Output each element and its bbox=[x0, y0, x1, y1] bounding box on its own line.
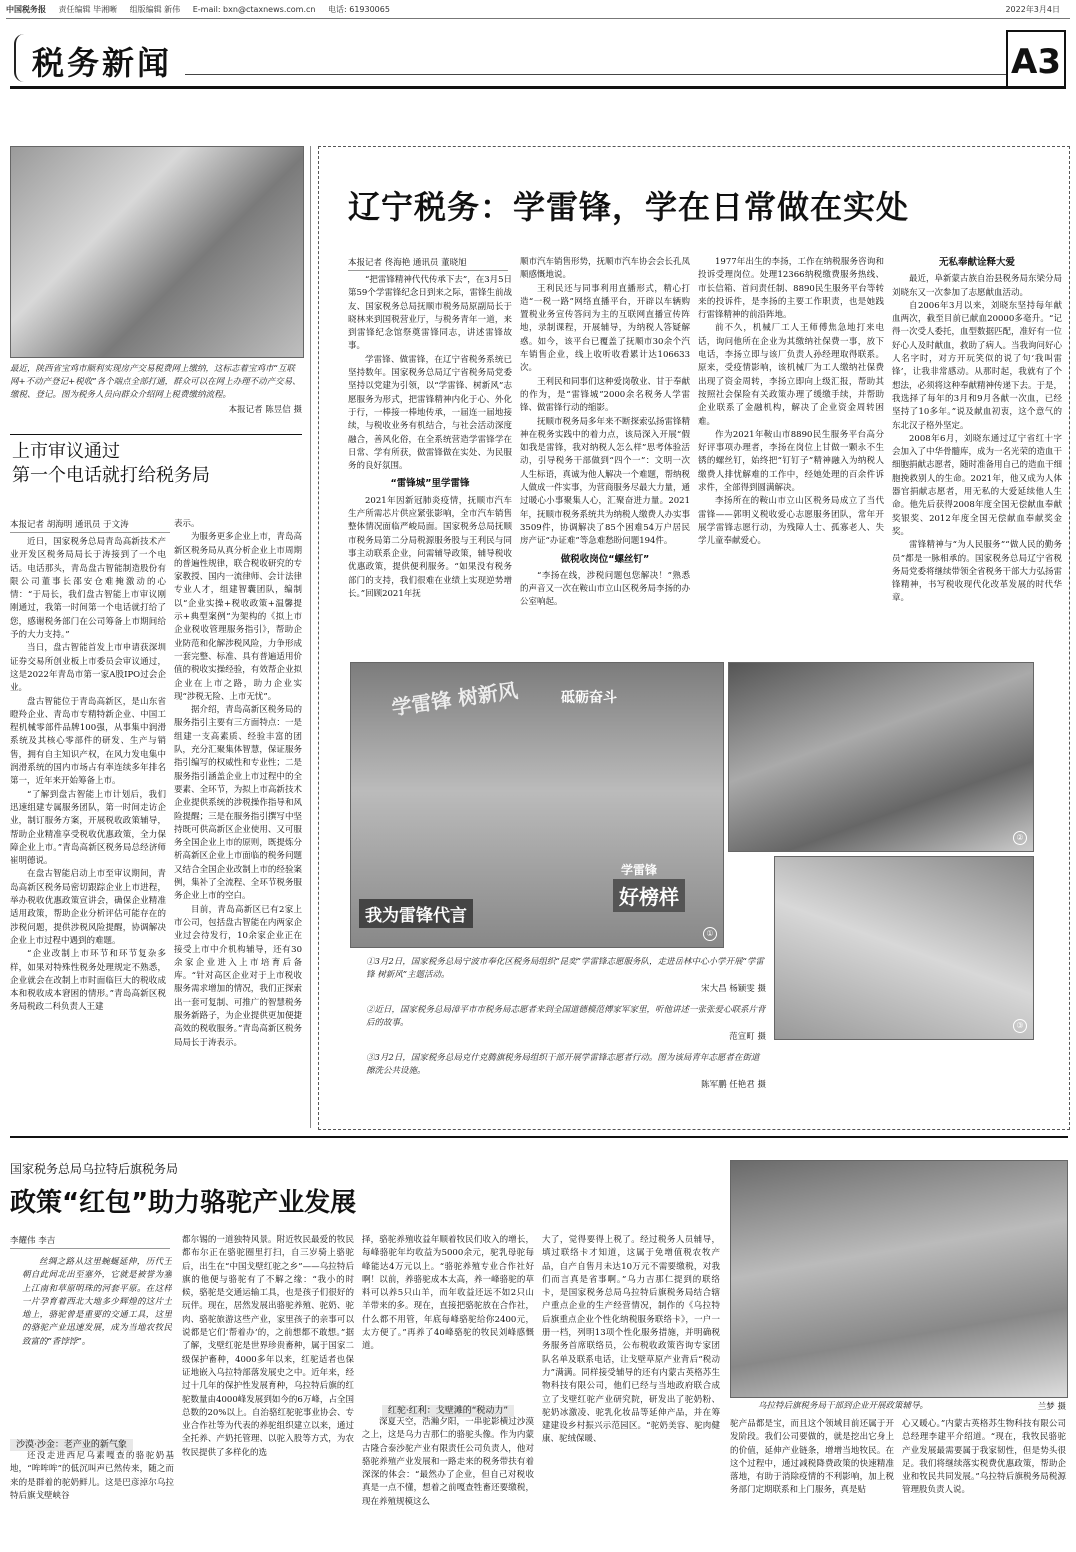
paragraph: 当日，盘古智能首发上市申请获深圳证券交易所创业板上市委员会审议通过，这是2022年青岛市第一家A股IPO过会企业。 bbox=[10, 643, 166, 694]
bottom-intro bbox=[22, 1256, 172, 1436]
photo-number-2: ② bbox=[1013, 831, 1027, 845]
paragraph: 为服务更多企业上市，青岛高新区税务局从真分析企业上市周期的普遍性规律，联合税收研究的专家教授、国内一流律师、会计法律专业人才，组建智囊团队，编制以“企业实操+税收政策+温馨提示+典型案例”为架构的《拟上市企业税收管理服务指引》，帮助企业防范和化解涉税风险，力争形成一套完整、标准、具有普遍适用价值的税收实操经验，有效帮企业拟企业在上市之路，助力企业实现“涉税无险、上市无忧”。 bbox=[174, 532, 302, 702]
section-title: 税务新闻 bbox=[32, 44, 173, 82]
banner-text-a: 学雷锋 树新风 bbox=[390, 678, 520, 720]
side-headline-line1: 上市审议通过 bbox=[12, 441, 120, 462]
paragraph: 抚顺市税务局多年来不断探索弘扬雷锋精神在税务实践中的着力点，该局深入开展“假如我是雷锋，我对纳税人怎么样”思考体验活动，引导税务干部做到“四个一”：文明一次人生标语，真诚为他人解决一个难题，帮纳税人做成一件实事，为营商服务尽最大力量，通过暖心小事聚集人心，汇聚奋进力量。2021年，抚顺市税务系统共为纳税人缴费人办实事3509件，协调解决了85个困难54万户居民房产证“办证难”等急难愁盼问题194件。 bbox=[520, 416, 690, 547]
photo-number-3: ③ bbox=[1013, 1019, 1027, 1033]
paragraph: 1977年出生的李扬，工作在纳税服务咨询和投诉受理岗位。处理12366纳税缴费服务热线、市长信箱、首问责任制、8890民生服务平台等转来的投诉件，是李扬的主要工作职责，也是她践行雷锋精神的前沿阵地。 bbox=[698, 257, 884, 321]
paragraph: 近日，国家税务总局青岛高新技术产业开发区税务局局长于涛接到了一个电话。电话那头，青岛盘古智能制造股份有限公司董事长邵安仓难掩激动的心情：“于局长，我们盘古智能上市审议刚刚通过，我第一时间第一个电话就打给了您，感谢税务部门在公司筹备上市期间给予的大力支持。” bbox=[10, 537, 166, 641]
bottom-col2 bbox=[182, 1234, 354, 1546]
sign-learn: 学雷锋 bbox=[621, 863, 658, 877]
paragraph: 前不久，机械厂工人王师傅焦急地打来电话，询问他所在企业为其缴纳社保费一事，放下电话，李扬立即与该厂负责人孙经理取得联系。原来，受疫情影响，该机械厂为工人缴纳社保费出现了资金周转，李扬立即向上级汇报，帮助其按照社会保险有关政策办理了缓缴手续，并帮助企业联系了金融机构，解决了企业资金周转困难。 bbox=[698, 323, 884, 427]
bottom-photo-credit: 兰梦 摄 bbox=[1037, 1402, 1066, 1412]
photo-credit: 陈军鹏 任艳君 摄 bbox=[701, 1080, 766, 1090]
paragraph: 大了，觉得要得上税了。经过税务人员辅导，填过联络卡才知道，这属于免增值税农牧产品，自产自售月未达10万元不需要缴税，对我们而言真是省事啊。”乌力吉那仁提到的联络卡，是国家税务总局乌拉特后旗税务局结合辖户重点企业的生产经营情况，制作的《乌拉特后旗重点企业个性化纳税服务联络卡》，一户一册一档，列明13项个性化服务措施，并明确税务服务首席联络员，公布税收政策咨询专家团队名单及联系电话，让戈壁草原产业背后“税动力”满满。同样接受辅导的还有内蒙古英格苏生物科技有限公司，他们已经与当地政府联合成立了戈壁红驼产业研究院，研发出了驼奶粉、驼奶冰激凌、驼乳化妆品等延伸产品，并在筹建建设乡村振兴示范园区。“驼奶美容、驼肉健康、驼绒保暖、 bbox=[542, 1235, 720, 1445]
paragraph: 2008年6月，刘晓东通过辽宁省红十字会加入了中华骨髓库，成为一名光荣的造血干细胞捐献志愿者，随时准备用自己的造血干细胞挽救别人的生命。2021年，他又成为人体器官捐献志愿者，用无私的大爱延续他人生命。他先后获得2008年度全国无偿献血奉献奖银奖、2012年度全国无偿献血奉献奖金奖。 bbox=[892, 433, 1062, 537]
street-cleaning-photo bbox=[774, 856, 1034, 1040]
paper-name: 中国税务报 bbox=[6, 5, 46, 14]
bottom-col3-tail bbox=[362, 1416, 534, 1546]
side-headline-line2: 第一个电话就打给税务局 bbox=[12, 465, 210, 486]
camel-farm-photo bbox=[730, 1160, 1068, 1398]
paragraph: 深夏天空，浩瀚夕阳，一串驼影横过沙漠之上，这是乌力吉那仁的骆驼头像。作为内蒙古隆合泰沙驼产业有限责任公司负责人，他对骆驼养殖产业发展和一路走来的税务带扶有着深深的体会：“最然办了企业，但自己对税收真是一点不懂，想着之前嘎查牲畜还要缴税，现在养殖规模这么 bbox=[362, 1417, 534, 1507]
subheading-screw: 做税收岗位“螺丝钉” bbox=[560, 553, 650, 565]
page-number: A3 bbox=[1006, 30, 1066, 88]
paragraph: 择，骆驼养殖收益年顺着牧民们收入的增长，每峰骆驼年均收益为5000余元，驼乳母驼每峰能达4万元以上。“骆驼养殖专业合作社好啊！以前，养骆驼成本太高，养一峰骆驼的草料可以养5只山羊，而年收益还远不如2只山羊带来的多。现在，直接把骆驼放在合作社，什么都不用管，年底每峰骆驼给你2400元，太方便了。”再养了40峰骆驼的牧民刘峰感慨道。 bbox=[362, 1235, 534, 1352]
photo1-credit: 本报记者 陈昱信 摄 bbox=[228, 405, 302, 415]
paragraph: 表示。 bbox=[174, 519, 200, 529]
masthead-rule bbox=[185, 74, 1006, 75]
bottom-sub2-box bbox=[362, 1398, 534, 1417]
paragraph: 还没走进西尼乌素嘎查的骆驼奶基地，“哞哞哞”的低沉叫声已然传来，随之而来的是群着的驼奶鲜儿。这是巴彦淖尔乌拉特后旗戈壁峡谷 bbox=[10, 1451, 174, 1501]
paragraph: 顺市汽车销售形势，抚顺市汽车协会会长孔凤顺感慨地说。 bbox=[520, 257, 690, 281]
paragraph: 驼产品都是宝，而且这个领域目前还属于开发阶段。我们公司要做的，就是挖出它身上的价值，延伸产业链条，增增当地牧民。在这个过程中，通过减税降费政策的快速精准落地，有助于消除疫情的不利影响，加上税务部门定期联系和上门服务，真是贴 bbox=[730, 1419, 894, 1496]
paragraph: 王利民还与同事利用直播形式，精心打造“一税一路”网络直播平台，开辟以车辆购置税业务宣传答问为主的互联网直播宣传阵地，录制课程，开展辅导，为纳税人答疑解惑。如今，该平台已覆盖了抚顺市30余个汽车销售企业，线上收听收看累计达106633次。 bbox=[520, 283, 690, 374]
paragraph: “企业改制上市环节和环节复杂多样，如果对特殊性税务处理规定不熟悉，企业就会在改制上市时面临巨大的税收成本和税收成本窘困的情形。”青岛高新区税务局税政二科负责人王建 bbox=[10, 949, 166, 1013]
photo1-caption: 最近，陕西省宝鸡市顺利实现房产交易税费网上缴纳，这标志着宝鸡市“互联网+不动产登记+税收”各个端点全部打通，群众可以在网上办理不动产交易、缴税、登记。图为税务人员向群众介绍网上税费缴纳流程。 bbox=[10, 364, 301, 400]
bottom-photo-caption: 乌拉特后旗税务局干部到企业开展政策辅导。 bbox=[758, 1401, 929, 1411]
volunteers-visit-photo bbox=[728, 662, 1034, 852]
paragraph: 目前，青岛高新区已有2家上市公司，包括盘古智能在内两家企业过会待发行，10余家企业正在接受上市中介机构辅导，还有30余家企业进入上市培育后备库。“针对高区企业对于上市税收服务需求增加的情况，我们正探索出一套可复制、可推广的智慧税务服务新路子，为企业提供更加便捷高效的税收服务。”青岛高新区税务局局长于涛表示。 bbox=[174, 904, 302, 1048]
section-divider bbox=[10, 1136, 1068, 1138]
main-article-col4 bbox=[892, 256, 1062, 654]
paragraph: 心又暖心。”内蒙古英格苏生物科技有限公司总经理李建平介绍道。“现在，我牧民骆驼产业发展最需要属于我家韧性，但是势头很足。我们将继续落实税费优惠政策，帮助企业和牧民共同发展。”乌拉特后旗税务局税源管理股负责人说。 bbox=[902, 1419, 1066, 1496]
main-headline: 辽宁税务：学雷锋，学在日常做在实处 bbox=[348, 188, 910, 226]
paragraph: “了解到盘古智能上市计划后，我们迅速组建专属服务团队，第一时间走访企业，制订服务方案，开展税收政策辅导，帮助企业精准享受税收优惠政策，全力保障企业上市。”青岛高新区税务局总经济师崔明德说。 bbox=[10, 789, 166, 867]
side-headline-rule-top bbox=[10, 434, 302, 435]
bottom-col1 bbox=[10, 1450, 174, 1546]
subheading-leifeng-city: “雷锋城”里学雷锋 bbox=[390, 478, 470, 490]
paragraph: “把雷锋精神代代传承下去”，在3月5日第59个学雷锋纪念日到来之际，雷锋生前战友、国家税务总局抚顺市税务局原副局长于晓林来到国税营业厅，与税务青年一道，来到雷锋纪念馆祭奠雷锋同志，讲述雷锋故事。 bbox=[348, 275, 512, 352]
photo-caption: ③3月2日，国家税务总局克什克腾旗税务局组织干部开展学雷锋志愿者行动。图为该局青年志愿者在街道擦洗公共设施。 bbox=[366, 1053, 760, 1076]
bottom-col4 bbox=[542, 1234, 720, 1546]
main-byline: 本报记者 佟海艳 通讯员 董晓旭 bbox=[348, 256, 508, 271]
bottom-col5 bbox=[730, 1418, 894, 1546]
side-byline: 本报记者 胡海明 通讯员 于文涛 bbox=[10, 518, 170, 533]
tax-counter-photo bbox=[10, 146, 304, 358]
column-divider bbox=[310, 146, 311, 1128]
bottom-col3 bbox=[362, 1234, 534, 1394]
photo-credit: 宋大昌 杨颖雯 摄 bbox=[701, 984, 766, 994]
paragraph: 据介绍，青岛高新区税务局的服务指引主要有三方面特点：一是组建一支高素质、经验丰富的团队，充分汇聚集体智慧，保证服务指引编写的权威性和专业性；二是服务指引涵盖企业上市过程中的全要素、全环节，为拟上市高新技术企业提供系统的涉税操作指导和风险提醒；三是在服务指引撰写中坚持既可供高新区企业使用、又可服务全国企业上市的原则，既提炼分析高新区企业上市面临的税务问题又结合全国企业改制上市的经验案例，集补了全流程、全环节税务服务企业上市的空白。 bbox=[174, 705, 302, 902]
side-headline bbox=[12, 440, 302, 488]
bottom-headline: 政策“红包”助力骆驼产业发展 bbox=[10, 1188, 357, 1218]
paragraph: 最近，阜新蒙古族自治县税务局东梁分局刘晓东又一次参加了志愿献血活动。 bbox=[892, 274, 1062, 298]
masthead-brace bbox=[14, 34, 26, 82]
main-article-col2 bbox=[520, 256, 690, 654]
page-header-bar bbox=[6, 4, 1070, 19]
bottom-kicker: 国家税务总局乌拉特后旗税务局 bbox=[10, 1162, 179, 1176]
photo-caption: ①3月2日，国家税务总局宁波市奉化区税务局组织“昆奕”学雷锋志愿服务队，走进岳林中心小学开展“学雷锋 树新风”主题活动。 bbox=[366, 957, 764, 980]
paragraph: 李扬所在的鞍山市立山区税务局成立了当代雷锋——郭明义税收爱心志愿服务团队，常年开展学雷锋志愿行动，为残障人士、孤寡老人、失学儿童奉献爱心。 bbox=[698, 496, 884, 547]
layout-credit: 组版编辑 新伟 bbox=[129, 5, 181, 14]
students-photo bbox=[350, 662, 724, 948]
sign-we-speak: 我为雷锋代言 bbox=[359, 899, 473, 928]
sign-good-example: 好榜样 bbox=[613, 879, 685, 912]
paragraph: 2021年因新冠肺炎疫情，抚顺市汽车生产所需芯片供应紧张影响，全市汽车销售整体情况面临严峻局面。国家税务总局抚顺市税务局第二分局税源服务股与王利民与同事主动联系企业，问需辅导政策，辅导税收优惠政策，提供便利服务。“如果没有税务部门的支持，我们很难在业绩上实现逆势增长。”回顾2021年抚 bbox=[348, 495, 512, 599]
side-article-col2 bbox=[174, 518, 302, 1128]
email-address: E-mail: bxn@ctaxnews.com.cn bbox=[192, 5, 316, 14]
bottom-col6 bbox=[902, 1418, 1066, 1546]
paragraph: 丝绸之路从这里蜿蜒延伸，历代王朝自此间北出至塞外，它就是被誉为塞上江南和草原明珠的河套平原。在这样一片孕育着西北大地多少辉煌的这片土地上，骆驼曾是重要的交通工具，这里的骆驼产业迅速发展，成为当地农牧民致富的“香饽饽”。 bbox=[22, 1257, 172, 1347]
side-article-col1 bbox=[10, 536, 166, 1128]
paragraph: 王利民和同事们这种爱岗敬业、甘于奉献的作为，是“雷锋城”2000余名税务人学雷锋、做雷锋行动的缩影。 bbox=[520, 376, 690, 414]
section-masthead bbox=[10, 30, 1066, 89]
paragraph: 学雷锋、做雷锋，在辽宁省税务系统已坚持数年。国家税务总局辽宁省税务局党委坚持以党建为引领，以“学雷锋、树新风”志愿服务为形式，把雷锋精神内化于心、外化于行，一棒接一棒地传承，一届连一届地接续，与税收业务有机结合，与社会活动深度融合，善风化俗，在全系统营造学雷锋学在日常、学有所获，做雷锋做在实处、为民服务的良好氛围。 bbox=[348, 354, 512, 472]
issue-date: 2022年3月4日 bbox=[1005, 5, 1060, 14]
photo-captions bbox=[366, 956, 766, 1090]
photo-number-1: ① bbox=[703, 927, 717, 941]
photo-credit: 范宣町 摄 bbox=[729, 1032, 766, 1042]
paragraph: 都尔锡的一道独特风景。附近牧民最爱的牧民都布尔正在骆驼圈里打扫，自三岁骑上骆驼后，出生在“中国戈壁红驼之乡”——乌拉特后旗的他便与骆驼有了不解之缘：“我小的时候，骆驼是交通运输工具，也是孩子们很好的玩伴。现在，居然发展出骆驼养殖、驼奶、驼肉、骆驼旅游这些产业，家里孩子的亲事可以说都是它们‘帮着办’的，之前想都不敢想。”据了解，戈壁红驼是世界珍贵畜种，属于国家二级保护畜种，4000多年以来，红驼适者也保证地嵌入乌拉特部落发展史之中。近年来，经过十几年的保护性发展育种，乌拉特后旗的红驼数量由4000峰发展到如今的6万峰，占全国总数的20%以上。自治骆红驼驼事业协会、专业合作社等为代表的养驼组织建立以来，通过全托养、产奶托管理、以驼入股等方式，为农牧民提供了多样化的选 bbox=[182, 1235, 354, 1458]
banner-text-b: 砥砺奋斗 bbox=[561, 690, 617, 706]
paragraph: 在盘古智能启动上市至审议期间，青岛高新区税务局密切跟踪企业上市进程，举办税收优惠政策宣讲会，确保企业精准适用政策，帮助企业分析评估可能存在的涉税问题，提供涉税风险提醒，协调解决企业上市过程中遇到的难题。 bbox=[10, 869, 166, 946]
subheading-tax-power: 红驼·红利：戈壁滩的“税动力” bbox=[382, 1405, 514, 1417]
paragraph: 作为2021年鞍山市8890民生服务平台高分好评事项办理者，李扬在岗位上甘做一颗永不生锈的螺丝钉，始终把“钉钉子”精神融入为纳税人缴费人排忧解难的工作中，经她处理的百余件诉求件，全部得到圆满解决。 bbox=[698, 429, 884, 494]
main-article-col3 bbox=[698, 256, 884, 654]
paragraph: 自2006年3月以来，刘晓东坚持每年献血两次，截至目前已献血20000多毫升。“记得一次受人委托，血型数据匹配，准好有一位好心人及时献血，救助了病人。当我询问好心人名字时，对方开玩笑似的说了句‘我叫雷锋’，让我非常感动。从那时起，我就有了个想法，必须将这种奉献精神传递下去。于是，我选择了每年的3月和9月各献一次血，已经坚持了10多年。”说及献血初衷，这个意气的东北汉子格外坚定。 bbox=[892, 300, 1062, 431]
paragraph: 雷锋精神与“为人民服务”“做人民的勤务员”都是一脉相承的。国家税务总局辽宁省税务局党委将继续带领全省税务干部大力弘扬雷锋精神，书写税收现代化改革发展的时代华章。 bbox=[892, 540, 1062, 604]
paragraph: 盘古智能位于青岛高新区，是山东省瞪羚企业、青岛市专精特新企业、中国工程机械零部件品牌100强，从事集中润滑系统及其核心零部件的研发、生产与销售，拥有自主知识产权，在风力发电集中润滑系统的国内市场占有率连续多年排名第一，近年来开始筹备上市。 bbox=[10, 696, 166, 787]
bottom-sub1-box bbox=[10, 1432, 174, 1451]
editor-credit: 责任编辑 毕湘晰 bbox=[58, 5, 118, 14]
phone-number: 电话: 61930065 bbox=[328, 5, 390, 14]
photo-caption: ②近日，国家税务总局漳平市市税务局志愿者来到全国道德模范傅家军家里，听他讲述一张张爱心联系片背后的故事。 bbox=[366, 1005, 766, 1028]
paragraph: “李扬在线，涉税问题包您解决！”熟悉的声音又一次在鞍山市立山区税务局李扬的办公室响起。 bbox=[520, 570, 690, 608]
subheading-blood: 无私奉献诠释大爱 bbox=[938, 257, 1015, 268]
subheading-old-industry: 沙漠·沙金：老产业的新气象 bbox=[10, 1439, 133, 1451]
main-article-col1 bbox=[348, 274, 512, 654]
bottom-byline: 李耀伟 李吉 bbox=[10, 1234, 170, 1249]
